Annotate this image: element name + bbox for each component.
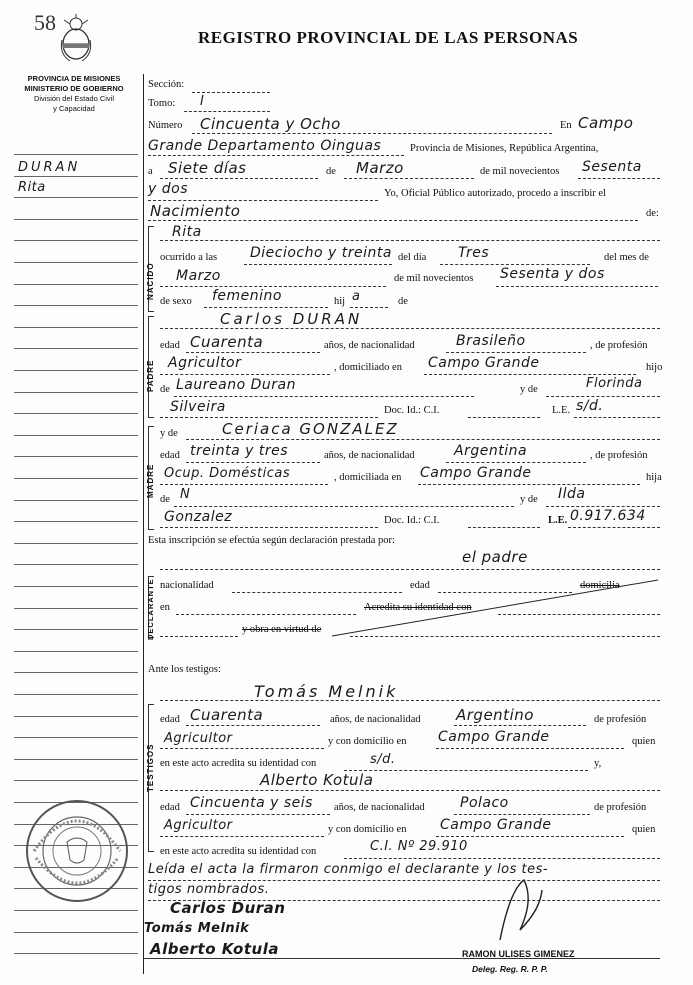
margin-rule <box>14 176 138 177</box>
declarante-en-label: en <box>160 602 170 613</box>
testigo2-name-line <box>160 790 660 791</box>
official-name: RAMON ULISES GIMENEZ <box>462 949 575 959</box>
padre-mother-line <box>546 396 660 397</box>
margin-rule <box>14 262 138 263</box>
issuer-block <box>8 74 140 114</box>
padre-nac-line <box>446 352 586 353</box>
padre-dom-label: , domiciliado en <box>334 362 402 373</box>
declarante-obra-pre-line <box>160 636 238 637</box>
day-line <box>160 178 318 179</box>
margin-rule <box>14 392 138 393</box>
year-value-2: y dos <box>148 181 188 197</box>
margin-rule <box>14 737 138 738</box>
madre-prof-line <box>160 484 328 485</box>
declarante-en-line <box>176 614 356 615</box>
margin-rule <box>14 608 138 609</box>
padre-prof-line <box>160 374 330 375</box>
declarante-nac-label: nacionalidad <box>160 580 214 591</box>
place-line <box>148 155 404 156</box>
testigo1-edad-label: edad <box>160 714 180 725</box>
closing-line-2: tigos nombrados. <box>148 882 270 897</box>
margin-rule <box>14 932 138 933</box>
coat-of-arms-icon <box>56 14 96 66</box>
oficial-text: Yo, Oficial Público autorizado, procedo a inscribir el <box>384 188 607 199</box>
name-value: Rita <box>172 224 202 240</box>
testigo1-prof-value: Agricultor <box>164 731 233 746</box>
signature-testigo-2: Alberto Kotula <box>150 940 279 958</box>
page-number: 58 <box>34 10 56 35</box>
padre-doc-label: Doc. Id.: C.I. <box>384 405 440 416</box>
padre-section-label: PADRE <box>146 359 155 392</box>
testigo2-dom-label: y con domicilio en <box>328 824 407 835</box>
madre-le-value: 0.917.634 <box>570 508 646 524</box>
margin-rule <box>14 456 138 457</box>
padre-nac-label: años, de nacionalidad <box>324 340 415 351</box>
madre-edad-value: treinta y tres <box>190 443 289 459</box>
madre-mother-value-2: Gonzalez <box>164 509 233 525</box>
closing-line-1-rule <box>148 880 660 881</box>
madre-le-line <box>568 527 660 528</box>
declarante-line <box>160 569 660 570</box>
padre-le-value: s/d. <box>576 398 604 414</box>
testigo1-acredita-label: en este acto acredita su identidad con <box>160 758 317 769</box>
madre-edad-label: edad <box>160 450 180 461</box>
madre-ci-line <box>468 527 540 528</box>
testigo1-name: Tomás Melnik <box>254 682 399 701</box>
footer-rule <box>144 958 660 959</box>
seccion-label: Sección: <box>148 79 185 90</box>
issuer-line: y Capacidad <box>53 104 95 113</box>
testigo2-nac-label: años, de nacionalidad <box>334 802 425 813</box>
hour-value: Dieciocho y treinta <box>250 245 392 261</box>
en-value: Campo <box>578 114 634 132</box>
ocurrido-label: ocurrido a las <box>160 252 218 263</box>
testigos-intro: Ante los testigos: <box>148 664 221 675</box>
de-colon: de: <box>646 208 659 219</box>
en-label: En <box>560 120 572 131</box>
del-dia-label: del día <box>398 252 427 263</box>
nacido-section-label: NACIDO <box>146 262 155 300</box>
padre-prof-value: Agricultor <box>168 355 242 371</box>
testigo2-nac-line <box>454 814 590 815</box>
year2-line <box>496 286 658 287</box>
padre-dom-value: Campo Grande <box>428 355 540 371</box>
padre-mother-value-2: Silveira <box>170 399 226 415</box>
padre-name: Carlos DURAN <box>220 310 363 328</box>
padre-le-label: L.E. <box>552 405 571 416</box>
testigo2-id-value: C.I. Nº 29.910 <box>370 839 468 854</box>
padre-father-value: Laureano Duran <box>176 377 296 393</box>
testigo1-id-line <box>344 770 588 771</box>
madre-prof-value: Ocup. Domésticas <box>164 466 291 481</box>
padre-dom-line <box>424 374 636 375</box>
testigo2-prof-value: Agricultor <box>164 818 233 833</box>
tomo-value: I <box>200 94 205 109</box>
testigo2-nac-value: Polaco <box>460 795 509 811</box>
sexo-label: de sexo <box>160 296 192 307</box>
testigo2-edad-value: Cincuenta y seis <box>190 795 313 811</box>
margin-rule <box>14 305 138 306</box>
padre-edad-label: edad <box>160 340 180 351</box>
padre-de-label: de <box>160 384 170 395</box>
testigos-section-label: TESTIGOS <box>146 743 155 792</box>
madre-father-value: N <box>180 487 191 502</box>
margin-rule <box>14 435 138 436</box>
de-label: de <box>326 166 336 177</box>
declarante-obra-label: y obra en virtud de <box>242 624 322 635</box>
padre-le-line <box>574 417 660 418</box>
testigo1-prof-label: de profesión <box>594 714 647 725</box>
madre-prof-label: , de profesión <box>590 450 648 461</box>
declarante-strike-icon <box>330 576 660 638</box>
margin-rule <box>14 478 138 479</box>
padre-mother2-line <box>160 417 378 418</box>
sexo-value: femenino <box>212 288 282 304</box>
madre-nac-value: Argentina <box>454 443 528 459</box>
padre-ci-line <box>468 417 540 418</box>
madre-dom-label: , domiciliada en <box>334 472 402 483</box>
padre-father-line <box>174 396 474 397</box>
margin-rule <box>14 953 138 954</box>
margin-rule <box>14 672 138 673</box>
mes-value: Marzo <box>176 268 221 284</box>
madre-mother-value: Ilda <box>558 486 586 502</box>
tomo-label: Tomo: <box>148 98 176 109</box>
hij-line <box>350 307 388 308</box>
margin-surname: DURAN <box>18 160 81 175</box>
testigo1-nac-value: Argentino <box>456 706 534 724</box>
testigo2-edad-line <box>186 814 330 815</box>
month-line <box>344 178 474 179</box>
numero-label: Número <box>148 120 183 131</box>
madre-father-line <box>174 506 514 507</box>
tomo-line <box>184 111 270 112</box>
testigo1-dom-value: Campo Grande <box>438 729 550 745</box>
testigo1-nac-label: años, de nacionalidad <box>330 714 421 725</box>
madre-mother-line <box>546 506 660 507</box>
margin-rule <box>14 500 138 501</box>
hij-label: hij <box>334 296 346 307</box>
registry-seal-stamp-icon <box>22 796 132 906</box>
hour-line <box>244 264 392 265</box>
issuer-line: MINISTERIO DE GOBIERNO <box>24 84 124 93</box>
del-mes-label: del mes de <box>604 252 649 263</box>
act-value: Nacimiento <box>150 202 241 220</box>
margin-rule <box>14 348 138 349</box>
margin-rule <box>14 651 138 652</box>
madre-hija-label: hija <box>646 472 662 483</box>
month-value: Marzo <box>356 159 404 177</box>
issuer-line: PROVINCIA DE MISIONES <box>27 74 121 83</box>
madre-name-line <box>186 439 660 440</box>
signature-testigo-1: Tomás Melnik <box>144 921 250 936</box>
testigo1-dom-label: y con domicilio en <box>328 736 407 747</box>
margin-rule <box>14 759 138 760</box>
margin-rule <box>14 240 138 241</box>
padre-nac-value: Brasileño <box>456 333 526 349</box>
madre-nac-label: años, de nacionalidad <box>324 450 415 461</box>
testigo2-name: Alberto Kotula <box>260 771 374 789</box>
madre-doc-label: Doc. Id.: C.I. <box>384 515 440 526</box>
margin-given-name: Rita <box>18 180 46 195</box>
margin-rule <box>14 521 138 522</box>
year2-line <box>148 200 378 201</box>
margin-rule <box>14 780 138 781</box>
testigo1-dom-line <box>436 748 624 749</box>
provincia-text: Provincia de Misiones, República Argentina, <box>410 143 599 154</box>
padre-hijo-label: hijo <box>646 362 663 373</box>
name-line <box>160 240 660 241</box>
testigo2-dom-value: Campo Grande <box>440 817 552 833</box>
declarante-section-label: DECLARANTE <box>146 578 155 640</box>
testigo2-prof-label: de profesión <box>594 802 647 813</box>
testigo1-y-label: y, <box>594 758 602 769</box>
testigo1-edad-value: Cuarenta <box>190 706 264 724</box>
mil2-text: de mil novecientos <box>394 273 474 284</box>
padre-mother-value: Florinda <box>586 376 643 391</box>
testigo1-edad-line <box>186 725 320 726</box>
a-label: a <box>148 166 153 177</box>
testigo2-id-line <box>344 858 660 859</box>
madre-name: Ceriaca GONZALEZ <box>222 420 399 438</box>
madre-nac-line <box>446 462 586 463</box>
padre-edad-value: Cuarenta <box>190 333 264 351</box>
act-line <box>148 220 638 221</box>
dia-line <box>440 264 590 265</box>
padre-y-de-label: y de <box>520 384 538 395</box>
year-line <box>578 178 660 179</box>
mil-text: de mil novecientos <box>480 166 560 177</box>
margin-rule <box>14 910 138 911</box>
issuer-line: División del Estado Civil <box>33 94 115 103</box>
madre-mother2-line <box>160 527 378 528</box>
margin-rule <box>14 284 138 285</box>
official-signature-icon <box>490 870 550 950</box>
madre-le-label: L.E. <box>548 515 568 526</box>
margin-rule <box>14 154 138 155</box>
signature-declarante: Carlos Duran <box>170 899 286 917</box>
year2-value: Sesenta y dos <box>500 266 605 282</box>
declarante-value: el padre <box>462 548 528 566</box>
margin-rule <box>14 586 138 587</box>
margin-rule <box>14 694 138 695</box>
madre-edad-line <box>186 462 320 463</box>
madre-section-label: MADRE <box>146 463 155 498</box>
declarante-edad-label: edad <box>410 580 430 591</box>
padre-prof-label: , de profesión <box>590 340 648 351</box>
document-title: REGISTRO PROVINCIAL DE LAS PERSONAS <box>198 28 579 47</box>
declarante-intro: Esta inscripción se efectúa según declaración prestada por: <box>148 535 395 546</box>
testigo1-quien-label: quien <box>632 736 656 747</box>
padre-name-line <box>160 328 660 329</box>
testigo2-edad-label: edad <box>160 802 180 813</box>
hij-value: a <box>352 289 361 304</box>
column-divider <box>143 74 144 974</box>
margin-rule <box>14 413 138 414</box>
numero-value: Cincuenta y Ocho <box>200 115 341 133</box>
margin-rule <box>14 197 138 198</box>
margin-rule <box>14 543 138 544</box>
declarante-dom-label: domicilia <box>580 580 620 591</box>
numero-line <box>192 133 552 134</box>
testigo1-nac-line <box>454 725 586 726</box>
madre-y-de-label: y de <box>160 428 178 439</box>
testigo1-name-line <box>160 700 660 701</box>
testigo2-quien-label: quien <box>632 824 656 835</box>
declarante-acredita-label: Acredita su identidad con <box>364 602 472 613</box>
margin-rule <box>14 629 138 630</box>
day-value: Siete días <box>168 159 247 177</box>
margin-rule <box>14 564 138 565</box>
madre-y-de-label-2: y de <box>520 494 538 505</box>
madre-dom-value: Campo Grande <box>420 465 532 481</box>
mes-line <box>160 286 386 287</box>
official-title: Deleg. Reg. R. P. P. <box>472 964 548 974</box>
madre-de-label: de <box>160 494 170 505</box>
testigo2-dom-line <box>436 836 624 837</box>
year-value: Sesenta <box>582 159 642 175</box>
padre-edad-line <box>186 352 320 353</box>
de2-label: de <box>398 296 408 307</box>
seccion-line <box>192 92 270 93</box>
closing-line-1: Leída el acta la firmaron conmigo el declarante y los tes- <box>148 862 549 877</box>
margin-rule <box>14 327 138 328</box>
testigo1-id-value: s/d. <box>370 752 396 767</box>
testigo2-acredita-label: en este acto acredita su identidad con <box>160 846 317 857</box>
sexo-line <box>204 307 328 308</box>
dia-value: Tres <box>458 245 490 261</box>
madre-dom-line <box>418 484 640 485</box>
testigo1-prof-line <box>160 748 324 749</box>
margin-rule <box>14 370 138 371</box>
margin-rule <box>14 716 138 717</box>
testigo2-prof-line <box>160 836 324 837</box>
margin-rule <box>14 219 138 220</box>
place-value: Grande Departamento Oinguas <box>148 138 382 154</box>
